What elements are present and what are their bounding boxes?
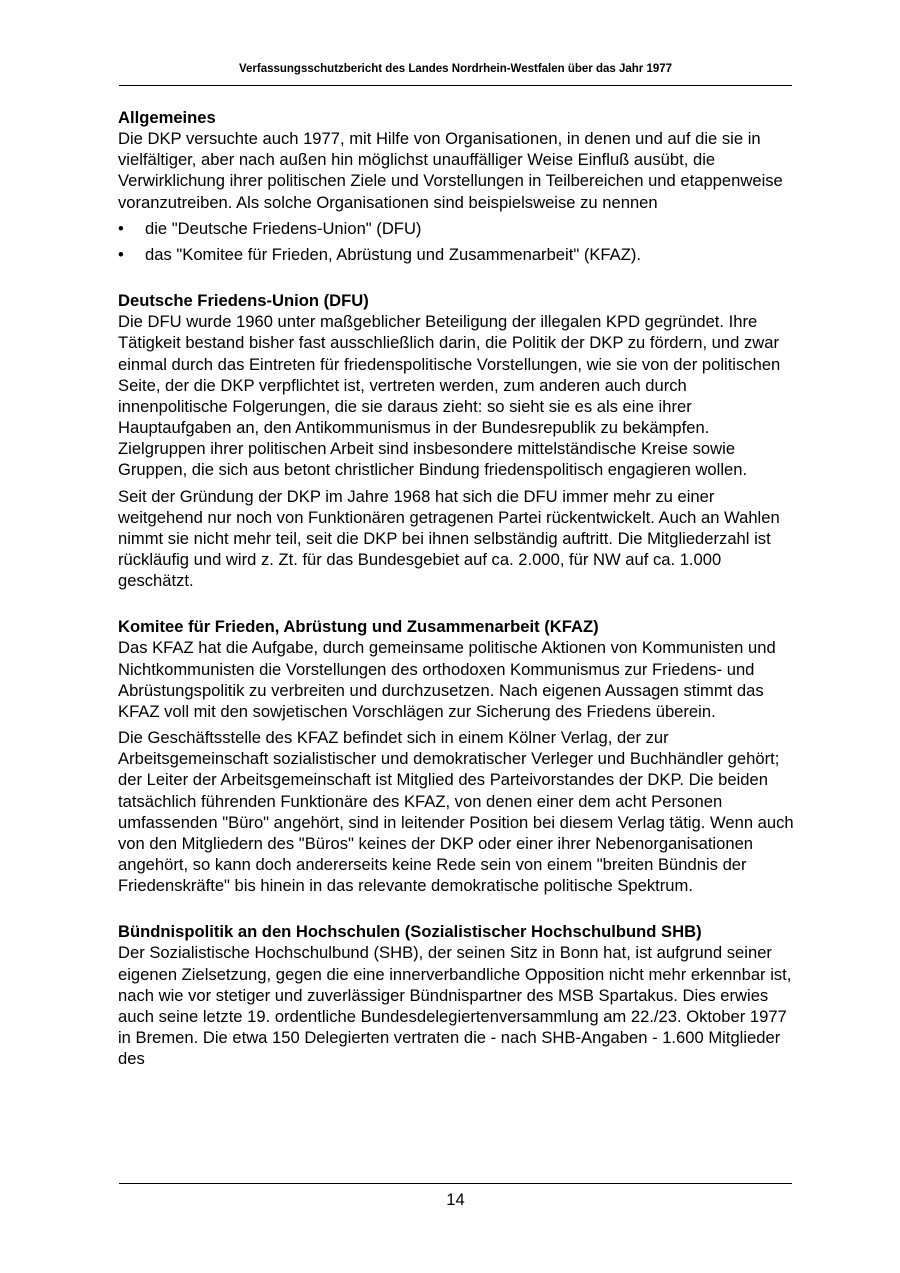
list-item — [118, 244, 798, 265]
running-header: Verfassungsschutzbericht des Landes Nordrhein-Westfalen über das Jahr 1977 — [238, 63, 673, 75]
paragraph: Die DKP versuchte auch 1977, mit Hilfe von Organisationen, in denen und auf die sie in vielfältiger, aber nach außen hin möglichst unauffälliger Weise Einfluß ausübt, die Verwirklichung ihrer politischen Ziele und Vorstellungen in Teilbereichen und etappenweise voranzutreiben. Als solche Organisationen sind beispielsweise zu nennen — [118, 129, 783, 212]
section-heading: Bündnispolitik an den Hochschulen (Sozialistischer Hochschulbund SHB) — [118, 922, 702, 942]
section-dfu — [118, 290, 798, 591]
document-body — [118, 107, 798, 1069]
bullet-icon: • — [118, 218, 124, 238]
section-heading: Deutsche Friedens-Union (DFU) — [118, 291, 369, 311]
footer-rule — [119, 1183, 792, 1184]
page-number: 14 — [446, 1190, 465, 1209]
paragraph: Seit der Gründung der DKP im Jahre 1968 hat sich die DFU immer mehr zu einer weitgehend nur noch von Funktionären getragenen Partei rückentwickelt. Auch an Wahlen nimmt sie nicht mehr teil, seit die DKP bei ihnen selbständig auftritt. Die Mitgliederzahl ist rückläufig und wird z. Zt. für das Bundesgebiet auf ca. 2.000, für NW auf ca. 1.000 geschätzt. — [118, 486, 780, 591]
bullet-icon: • — [118, 244, 124, 264]
section-heading: Komitee für Frieden, Abrüstung und Zusammenarbeit (KFAZ) — [118, 617, 599, 637]
paragraph: Der Sozialistische Hochschulbund (SHB), der seinen Sitz in Bonn hat, ist aufgrund seiner eigenen Zielsetzung, gegen die eine innerverbandliche Opposition nicht mehr erkennbar ist, nach wie vor stetiger und zuverlässiger Bündnispartner des MSB Spartakus. Dies erwies auch seine letzte 19. ordentliche Bundesdelegiertenversammlung am 22./23. Oktober 1977 in Bremen. Die etwa 150 Delegierten vertraten die - nach SHB-Angaben - 1.600 Mitglieder des — [118, 943, 792, 1069]
list-item-text: das "Komitee für Frieden, Abrüstung und Zusammenarbeit" (KFAZ). — [145, 244, 641, 264]
paragraph: Das KFAZ hat die Aufgabe, durch gemeinsame politische Aktionen von Kommunisten und Nichtkommunisten die Vorstellungen des orthodoxen Kommunismus zur Friedens- und Abrüstungspolitik zu verbreiten und durchzusetzen. Nach eigenen Aussagen stimmt das KFAZ voll mit den sowjetischen Vorschlägen zur Sicherung des Friedens überein. — [118, 638, 776, 721]
paragraph: Die Geschäftsstelle des KFAZ befindet sich in einem Kölner Verlag, der zur Arbeitsgemeinschaft sozialistischer und demokratischer Verleger und Buchhändler gehört; der Leiter der Arbeitsgemeinschaft ist Mitglied des Parteivorstandes der DKP. Die beiden tatsächlich führenden Funktionäre des KFAZ, von denen einer dem acht Personen umfassenden "Büro" angehört, sind in leitender Position bei diesem Verlag tätig. Wenn auch von den Mitgliedern des "Büros" keines der DKP oder einer ihrer Nebenorganisationen angehört, so kann doch andererseits keine Rede sein von einem "breiten Bündnis der Friedenskräfte" bis hinein in das relevante demokratische politische Spektrum. — [118, 728, 794, 896]
paragraph: Die DFU wurde 1960 unter maßgeblicher Beteiligung der illegalen KPD gegründet. Ihre Tätigkeit bestand bisher fast ausschließlich darin, die Politik der DKP zu fördern, und zwar einmal durch das Eintreten für friedenspolitische Vorstellungen, wie sie von der politischen Seite, der die DKP verpflichtet ist, vertreten werden, zum anderen auch durch innenpolitische Folgerungen, die sie daraus zieht: so sieht sie es als eine ihrer Hauptaufgaben an, den Antikommunismus in der Bundesrepublik zu bekämpfen. Zielgruppen ihrer politischen Arbeit sind insbesondere mittelständische Kreise sowie Gruppen, die sich aus betont christlicher Bindung friedenspolitisch engagieren wollen. — [118, 312, 781, 480]
section-shb — [118, 921, 798, 1069]
header-rule — [119, 85, 792, 86]
list-item — [118, 218, 798, 239]
section-allgemeines — [118, 107, 798, 265]
section-kfaz — [118, 616, 798, 896]
list-item-text: die "Deutsche Friedens-Union" (DFU) — [145, 218, 422, 238]
organisation-list — [118, 218, 798, 265]
section-heading: Allgemeines — [118, 108, 216, 127]
